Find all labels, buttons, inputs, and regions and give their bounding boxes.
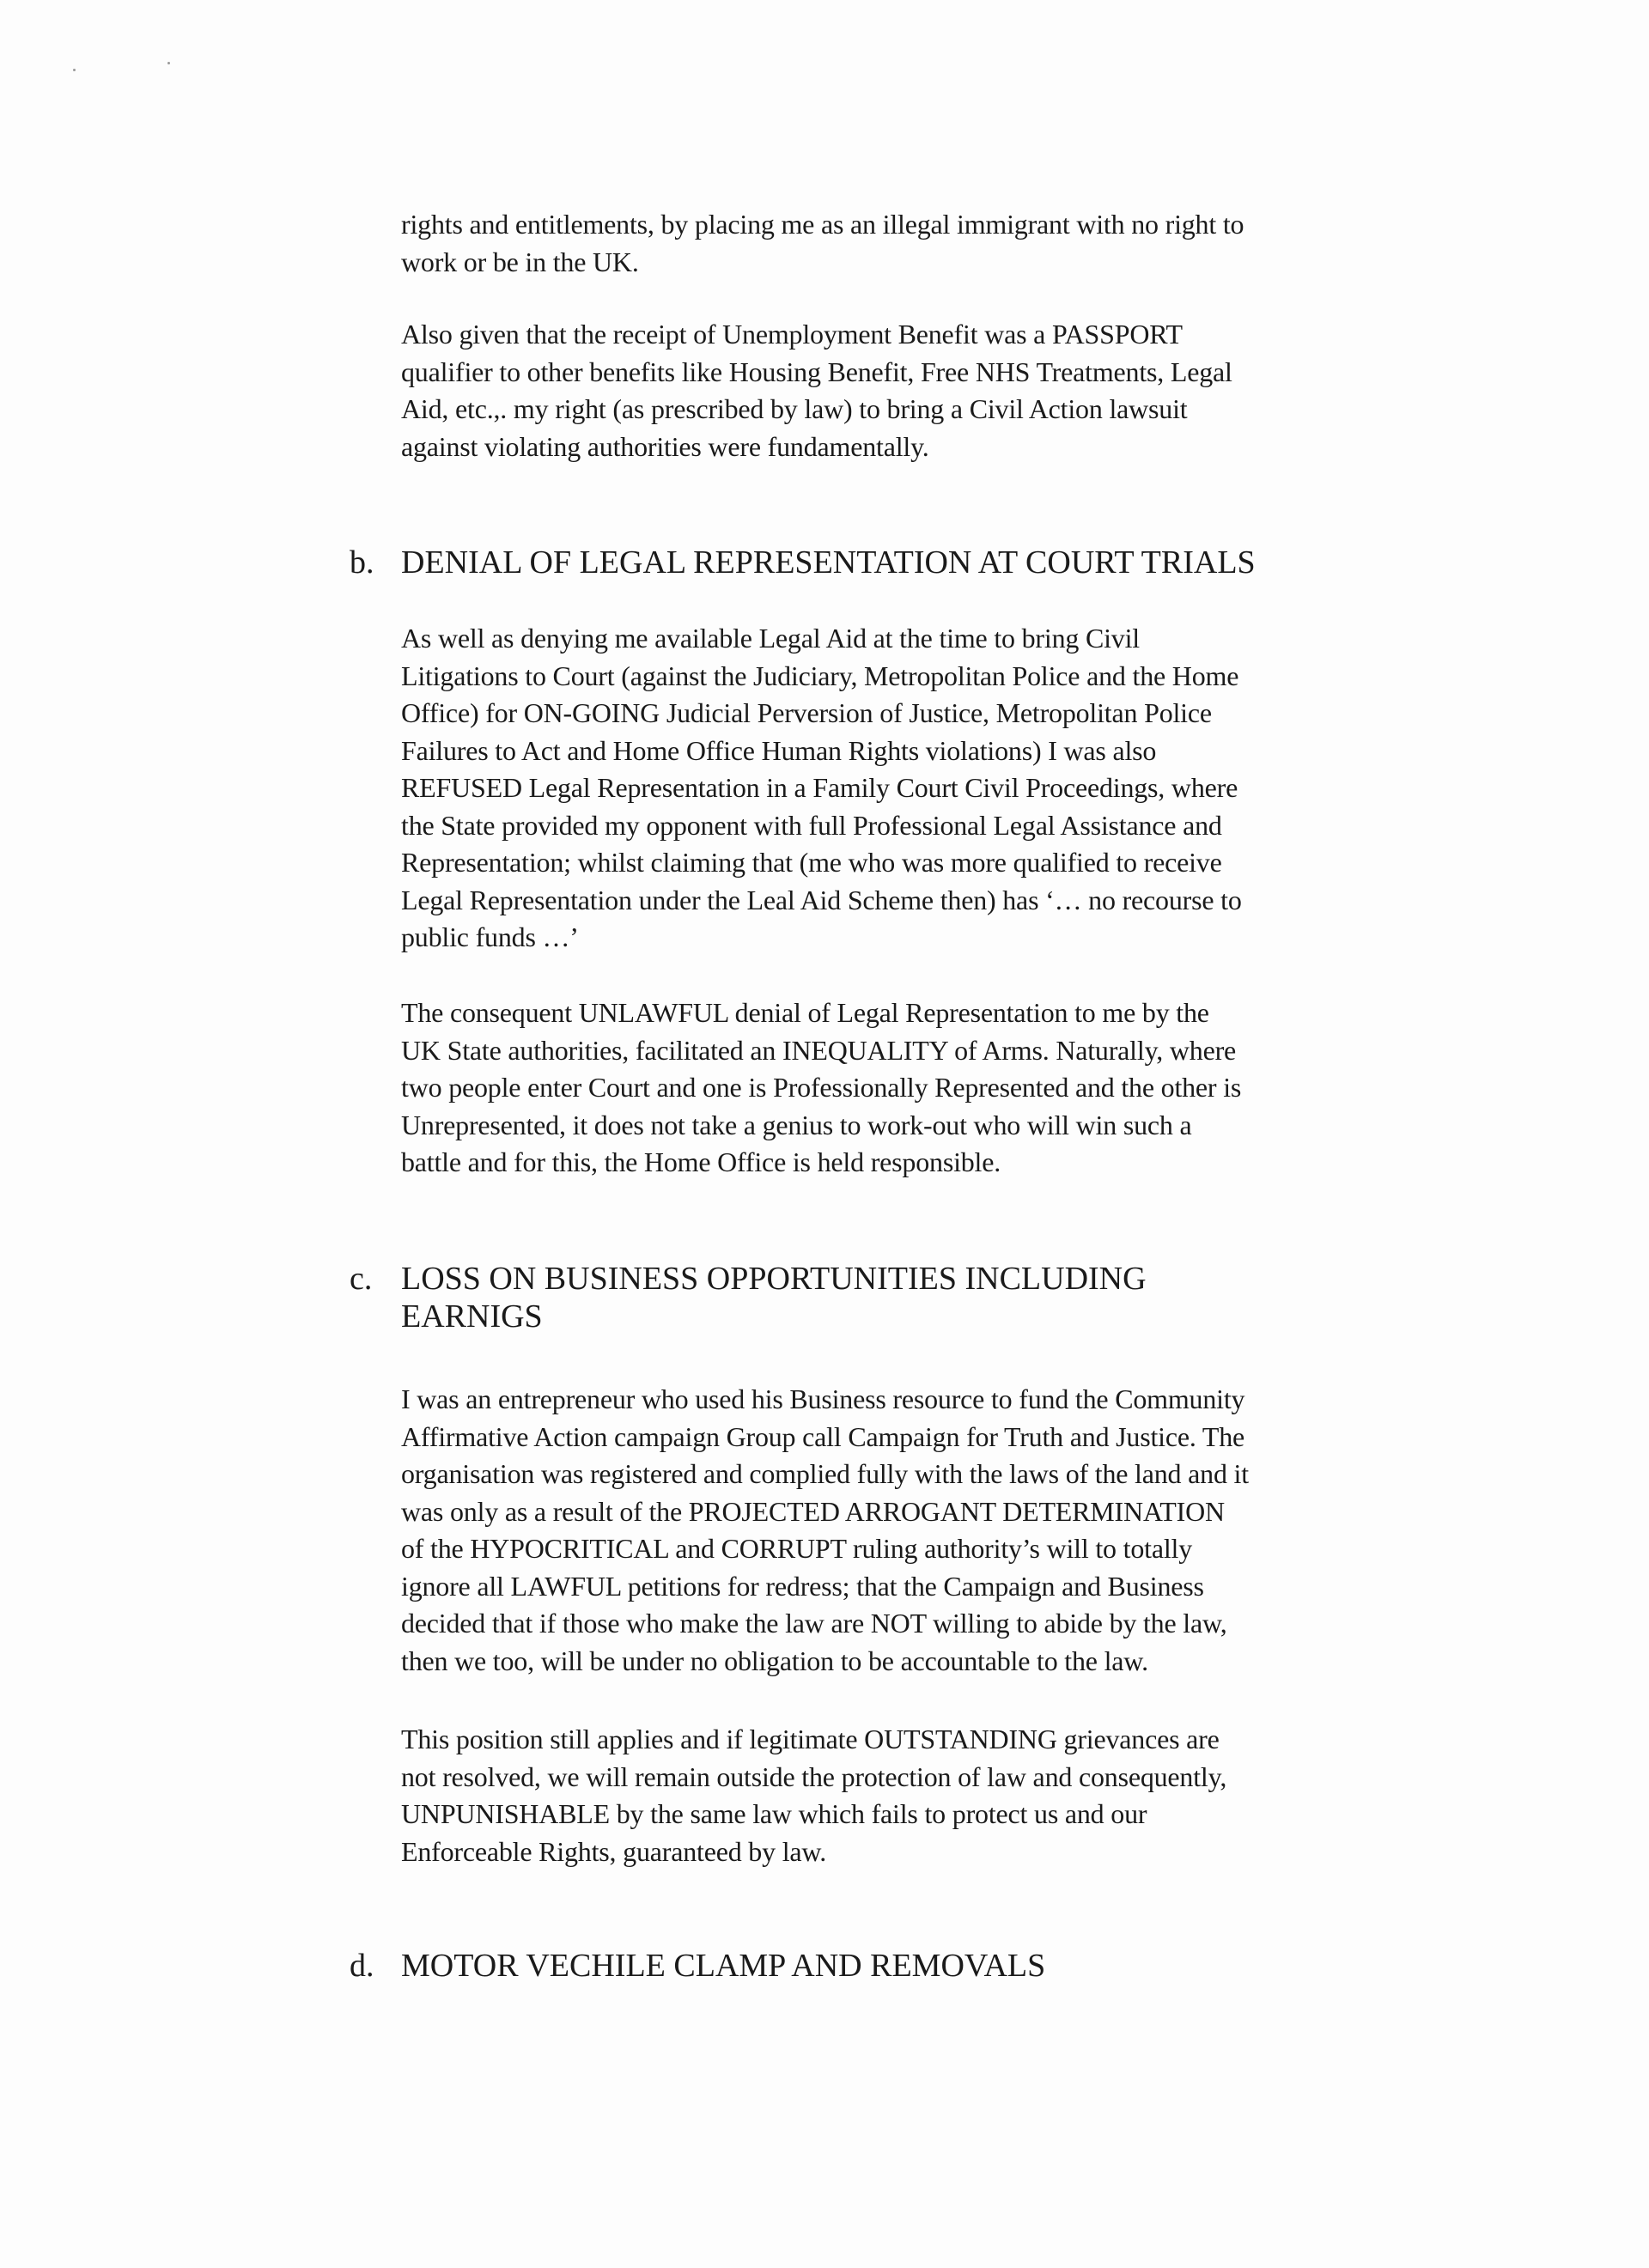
text-line: Litigations to Court (against the Judiciary, Metropolitan Police and the Home — [401, 660, 1239, 691]
text-line: Legal Representation under the Leal Aid Scheme then) has ‘… no recourse to — [401, 884, 1242, 915]
heading-line: MOTOR VECHILE CLAMP AND REMOVALS — [401, 1948, 1046, 1984]
heading-marker: d. — [350, 1948, 374, 1984]
text-line: of the HYPOCRITICAL and CORRUPT ruling authority’s will to totally — [401, 1533, 1193, 1564]
heading-line: LOSS ON BUSINESS OPPORTUNITIES INCLUDING — [401, 1261, 1147, 1297]
text-line: two people enter Court and one is Professionally Represented and the other is — [401, 1072, 1242, 1103]
text-line: The consequent UNLAWFUL denial of Legal Representation to me by the — [401, 997, 1209, 1028]
text-line: Aid, etc.,. my right (as prescribed by law) to bring a Civil Action lawsuit — [401, 393, 1188, 424]
scan-speck — [167, 62, 170, 64]
text-line: Representation; whilst claiming that (me who was more qualified to receive — [401, 847, 1222, 878]
text-line: Affirmative Action campaign Group call Campaign for Truth and Justice. The — [401, 1420, 1245, 1452]
text-line: Office) for ON-GOING Judicial Perversion of Justice, Metropolitan Police — [401, 697, 1212, 728]
heading-text — [401, 544, 1256, 581]
text-line: As well as denying me available Legal Aid at the time to bring Civil — [401, 623, 1140, 654]
text-line: not resolved, we will remain outside the protection of law and consequently, — [401, 1760, 1227, 1792]
text-line: REFUSED Legal Representation in a Family Court Civil Proceedings, where — [401, 772, 1238, 803]
text-line: was only as a result of the PROJECTED ARROGANT DETERMINATION — [401, 1495, 1225, 1527]
text-line: This position still applies and if legitimate OUTSTANDING grievances are — [401, 1724, 1220, 1754]
paragraph-rights — [401, 206, 1244, 281]
heading-b-legal-representation — [350, 544, 1256, 581]
text-line: Enforceable Rights, guaranteed by law. — [401, 1835, 827, 1867]
text-line: Also given that the receipt of Unemployment Benefit was a PASSPORT — [401, 319, 1183, 350]
scan-speck — [73, 69, 76, 71]
text-line: decided that if those who make the law are NOT willing to abide by the law, — [401, 1608, 1227, 1639]
text-line: Failures to Act and Home Office Human Rights violations) I was also — [401, 734, 1157, 766]
text-line: ignore all LAWFUL petitions for redress; that the Campaign and Business — [401, 1570, 1204, 1602]
text-line: I was an entrepreneur who used his Business resource to fund the Community — [401, 1383, 1245, 1414]
text-line: battle and for this, the Home Office is held responsible. — [401, 1146, 1001, 1177]
text-line: against violating authorities were fundamentally. — [401, 430, 929, 462]
heading-c-business-loss — [350, 1260, 1147, 1335]
text-line: qualifier to other benefits like Housing Benefit, Free NHS Treatments, Legal — [401, 356, 1232, 387]
paragraph-legal-aid-denial — [401, 620, 1242, 957]
paragraph-entrepreneur — [401, 1381, 1249, 1680]
text-line: UNPUNISHABLE by the same law which fails to protect us and our — [401, 1798, 1147, 1829]
heading-text — [401, 1260, 1147, 1335]
paragraph-position — [401, 1721, 1226, 1870]
text-line: then we too, will be under no obligation to be accountable to the law. — [401, 1645, 1148, 1676]
heading-line: DENIAL OF LEGAL REPRESENTATION AT COURT TRIALS — [401, 544, 1256, 581]
text-line: work or be in the UK. — [401, 246, 639, 277]
text-line: rights and entitlements, by placing me as an illegal immigrant with no right to — [401, 209, 1244, 240]
heading-line: EARNIGS — [401, 1298, 543, 1335]
heading-text — [401, 1947, 1045, 1985]
text-line: UK State authorities, facilitated an INEQUALITY of Arms. Naturally, where — [401, 1034, 1237, 1066]
heading-d-motor-vehicle — [350, 1947, 1045, 1985]
paragraph-inequality-of-arms — [401, 994, 1241, 1182]
paragraph-passport — [401, 316, 1232, 465]
text-line: organisation was registered and complied fully with the laws of the land and it — [401, 1458, 1249, 1489]
heading-marker: b. — [350, 544, 374, 581]
text-line: Unrepresented, it does not take a genius to work-out who will win such a — [401, 1109, 1192, 1140]
text-line: the State provided my opponent with full Professional Legal Assistance and — [401, 809, 1222, 841]
text-line: public funds …’ — [401, 921, 579, 952]
heading-marker: c. — [350, 1261, 373, 1297]
